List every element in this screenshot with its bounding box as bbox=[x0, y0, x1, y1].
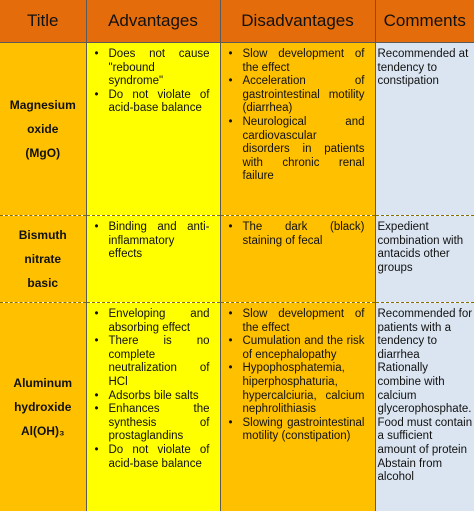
comment-line: diarrhea bbox=[378, 349, 474, 363]
comments-text bbox=[376, 303, 474, 485]
disadvantages-list-item bbox=[229, 417, 365, 444]
comments-cell bbox=[375, 216, 474, 303]
disadvantages-list bbox=[221, 303, 375, 444]
advantages-list-text: Enveloping and absorbing effect bbox=[109, 308, 210, 334]
advantages-list-item bbox=[95, 403, 210, 444]
comments-cell bbox=[375, 43, 474, 216]
comment-line: amount of protein bbox=[378, 444, 474, 458]
bullet-icon: • bbox=[229, 221, 233, 235]
bullet-icon: • bbox=[229, 417, 233, 431]
drug-title: Magnesium oxide (MgO) bbox=[10, 93, 76, 165]
disadvantages-list-item bbox=[229, 221, 365, 248]
bullet-icon: • bbox=[95, 390, 99, 404]
row-aluminum-hydroxide bbox=[0, 303, 474, 511]
comment-line: calcium bbox=[378, 390, 474, 404]
advantages-cell bbox=[86, 303, 220, 511]
comment-line: Recommended for bbox=[378, 308, 474, 322]
comment-line: Food must contain bbox=[378, 417, 474, 431]
header-disadvantages: Disadvantages bbox=[220, 0, 375, 43]
bullet-icon: • bbox=[95, 403, 99, 417]
header-advantages: Advantages bbox=[86, 0, 220, 43]
advantages-list-item bbox=[95, 390, 210, 404]
bullet-icon: • bbox=[95, 48, 99, 62]
comments-text bbox=[376, 43, 474, 89]
comment-line: patients with a bbox=[378, 322, 474, 336]
comment-line: antacids other bbox=[378, 248, 474, 262]
bullet-icon: • bbox=[229, 116, 233, 130]
advantages-list bbox=[87, 43, 220, 116]
comment-line: constipation bbox=[378, 75, 474, 89]
title-cell bbox=[0, 43, 86, 216]
disadvantages-list-text: Cumulation and the risk of encephalopathy bbox=[243, 335, 365, 361]
advantages-list-item bbox=[95, 89, 210, 116]
advantages-cell bbox=[86, 43, 220, 216]
bullet-icon: • bbox=[229, 335, 233, 349]
bullet-icon: • bbox=[95, 89, 99, 103]
advantages-list-text: Do not violate of acid-base balance bbox=[109, 444, 210, 470]
comment-line: combination with bbox=[378, 235, 474, 249]
row-bismuth-nitrate bbox=[0, 216, 474, 303]
disadvantages-cell bbox=[220, 43, 375, 216]
bullet-icon: • bbox=[95, 335, 99, 349]
disadvantages-cell bbox=[220, 216, 375, 303]
drug-title: Bismuth nitrate basic bbox=[19, 223, 67, 295]
advantages-list-item bbox=[95, 308, 210, 335]
advantages-list-text: Adsorbs bile salts bbox=[109, 390, 199, 402]
disadvantages-list-text: Slowing gastrointestinal motility (constipation) bbox=[243, 417, 365, 443]
title-cell bbox=[0, 216, 86, 303]
row-magnesium-oxide bbox=[0, 43, 474, 216]
disadvantages-list bbox=[221, 43, 375, 184]
advantages-list bbox=[87, 216, 220, 262]
comment-line: groups bbox=[378, 262, 474, 276]
comment-line: a sufficient bbox=[378, 430, 474, 444]
disadvantages-list-text: The dark (black) staining of fecal bbox=[243, 221, 365, 247]
disadvantages-list-text: Slow development of the effect bbox=[243, 48, 365, 74]
bullet-icon: • bbox=[95, 221, 99, 235]
advantages-list-text: There is no complete neutralization of HCl bbox=[109, 335, 210, 388]
comment-line: tendency to bbox=[378, 62, 474, 76]
disadvantages-list-item bbox=[229, 75, 365, 116]
advantages-list-text: Binding and anti-inflammatory effects bbox=[109, 221, 210, 260]
bullet-icon: • bbox=[95, 444, 99, 458]
bullet-icon: • bbox=[229, 362, 233, 376]
comments-cell bbox=[375, 303, 474, 511]
advantages-list-item bbox=[95, 48, 210, 89]
drug-title: Aluminum hydroxide Al(OH)₃ bbox=[13, 371, 72, 443]
header-title: Title bbox=[0, 0, 86, 43]
disadvantages-list-item bbox=[229, 362, 365, 416]
disadvantages-cell bbox=[220, 303, 375, 511]
bullet-icon: • bbox=[229, 75, 233, 89]
comment-line: Abstain from bbox=[378, 458, 474, 472]
comment-line: tendency to bbox=[378, 335, 474, 349]
advantages-list-item bbox=[95, 335, 210, 389]
disadvantages-list-item bbox=[229, 116, 365, 184]
title-cell bbox=[0, 303, 86, 511]
bullet-icon: • bbox=[229, 48, 233, 62]
advantages-cell bbox=[86, 216, 220, 303]
advantages-list-text: Does not cause "rebound syndrome" bbox=[109, 48, 210, 87]
disadvantages-list-text: Neurological and cardiovascular disorders in patients with chronic renal failure bbox=[243, 116, 365, 182]
disadvantages-list-item bbox=[229, 335, 365, 362]
comment-line: Rationally bbox=[378, 362, 474, 376]
comment-line: combine with bbox=[378, 376, 474, 390]
advantages-list-text: Enhances the synthesis of prostaglandins bbox=[109, 403, 210, 442]
comments-text bbox=[376, 216, 474, 275]
comment-line: glycerophosphate. bbox=[378, 403, 474, 417]
comment-line: Expedient bbox=[378, 221, 474, 235]
header-row bbox=[0, 0, 474, 43]
disadvantages-list-text: Acceleration of gastrointestinal motility (diarrhea) bbox=[243, 75, 365, 114]
disadvantages-list-text: Slow development of the effect bbox=[243, 308, 365, 334]
header-comments: Comments bbox=[375, 0, 474, 43]
bullet-icon: • bbox=[95, 308, 99, 322]
advantages-list-text: Do not violate of acid-base balance bbox=[109, 89, 210, 115]
disadvantages-list-text: Hypophosphatemia, hiperphosphaturia, hypercalciuria, calcium nephrolithiasis bbox=[243, 362, 365, 415]
advantages-list-item bbox=[95, 444, 210, 471]
disadvantages-list-item bbox=[229, 308, 365, 335]
comment-line: Recommended at bbox=[378, 48, 474, 62]
advantages-list-item bbox=[95, 221, 210, 262]
disadvantages-list-item bbox=[229, 48, 365, 75]
disadvantages-list bbox=[221, 216, 375, 248]
comment-line: alcohol bbox=[378, 471, 474, 485]
advantages-list bbox=[87, 303, 220, 471]
bullet-icon: • bbox=[229, 308, 233, 322]
